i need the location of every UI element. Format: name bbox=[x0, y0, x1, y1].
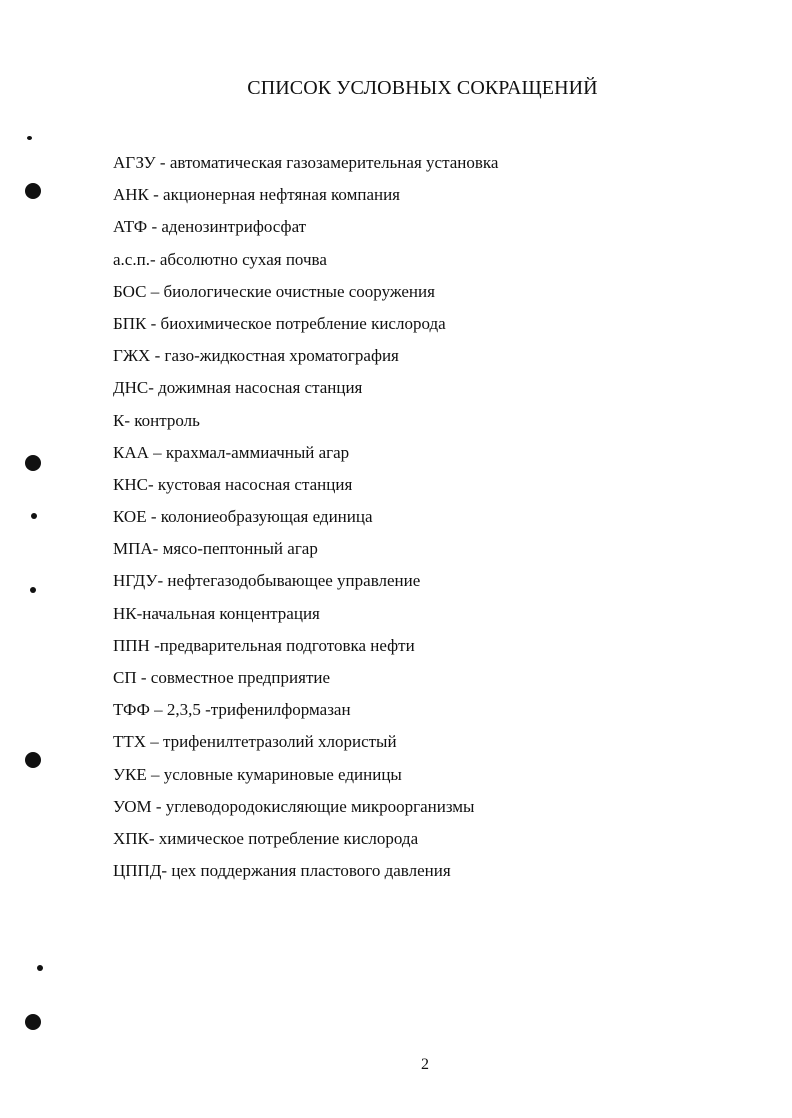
list-item: АТФ - аденозинтрифосфат bbox=[113, 217, 307, 237]
list-item: МПА- мясо-пептонный агар bbox=[113, 539, 318, 559]
scan-speck-icon bbox=[37, 965, 43, 971]
list-item: СП - совместное предприятие bbox=[113, 668, 331, 687]
list-item: КНС- кустовая насосная станция bbox=[113, 474, 353, 494]
punch-hole-icon bbox=[25, 752, 41, 768]
list-item: ХПК- химическое потребление кислорода bbox=[113, 828, 419, 848]
list-item: АНК - акционерная нефтяная компания bbox=[113, 185, 400, 205]
list-item: БОС – биологические очистные сооружения bbox=[113, 281, 435, 301]
list-item: НГДУ- нефтегазодобывающее управление bbox=[113, 571, 421, 591]
punch-hole-icon bbox=[25, 455, 41, 471]
list-item: НК-начальная концентрация bbox=[113, 603, 320, 623]
punch-hole-icon bbox=[25, 183, 41, 199]
list-item: ДНС- дожимная насосная станция bbox=[113, 378, 363, 398]
scan-speck-icon bbox=[27, 136, 32, 140]
scan-speck-icon bbox=[30, 587, 36, 593]
page-number: 2 bbox=[421, 1056, 429, 1073]
list-item: УКЕ – условные кумариновые единицы bbox=[113, 764, 402, 784]
list-item: КОЕ - колониеобразующая единица bbox=[113, 507, 373, 527]
list-item: ТФФ – 2,3,5 -трифенилформазан bbox=[113, 700, 351, 720]
list-item: а.с.п.- абсолютно сухая почва bbox=[113, 249, 327, 269]
list-item: ГЖХ - газо-жидкостная хроматография bbox=[113, 346, 399, 366]
list-item: ТТХ – трифенилтетразолий хлористый bbox=[113, 732, 397, 752]
punch-hole-icon bbox=[25, 1014, 41, 1030]
list-item: К- контроль bbox=[113, 410, 200, 430]
page-title: СПИСОК УСЛОВНЫХ СОКРАЩЕНИЙ bbox=[247, 77, 598, 99]
list-item: ППН -предварительная подготовка нефти bbox=[113, 635, 415, 655]
list-item: БПК - биохимическое потребление кислорода bbox=[113, 313, 446, 333]
list-item: УОМ - углеводородокисляющие микроорганизмы bbox=[113, 796, 475, 816]
scan-speck-icon bbox=[31, 513, 37, 519]
list-item: ЦППД- цех поддержания пластового давления bbox=[113, 861, 451, 881]
abbreviation-list bbox=[113, 152, 498, 892]
list-item: АГЗУ - автоматическая газозамерительная установка bbox=[113, 153, 499, 172]
list-item: КАА – крахмал-аммиачный агар bbox=[113, 442, 350, 462]
